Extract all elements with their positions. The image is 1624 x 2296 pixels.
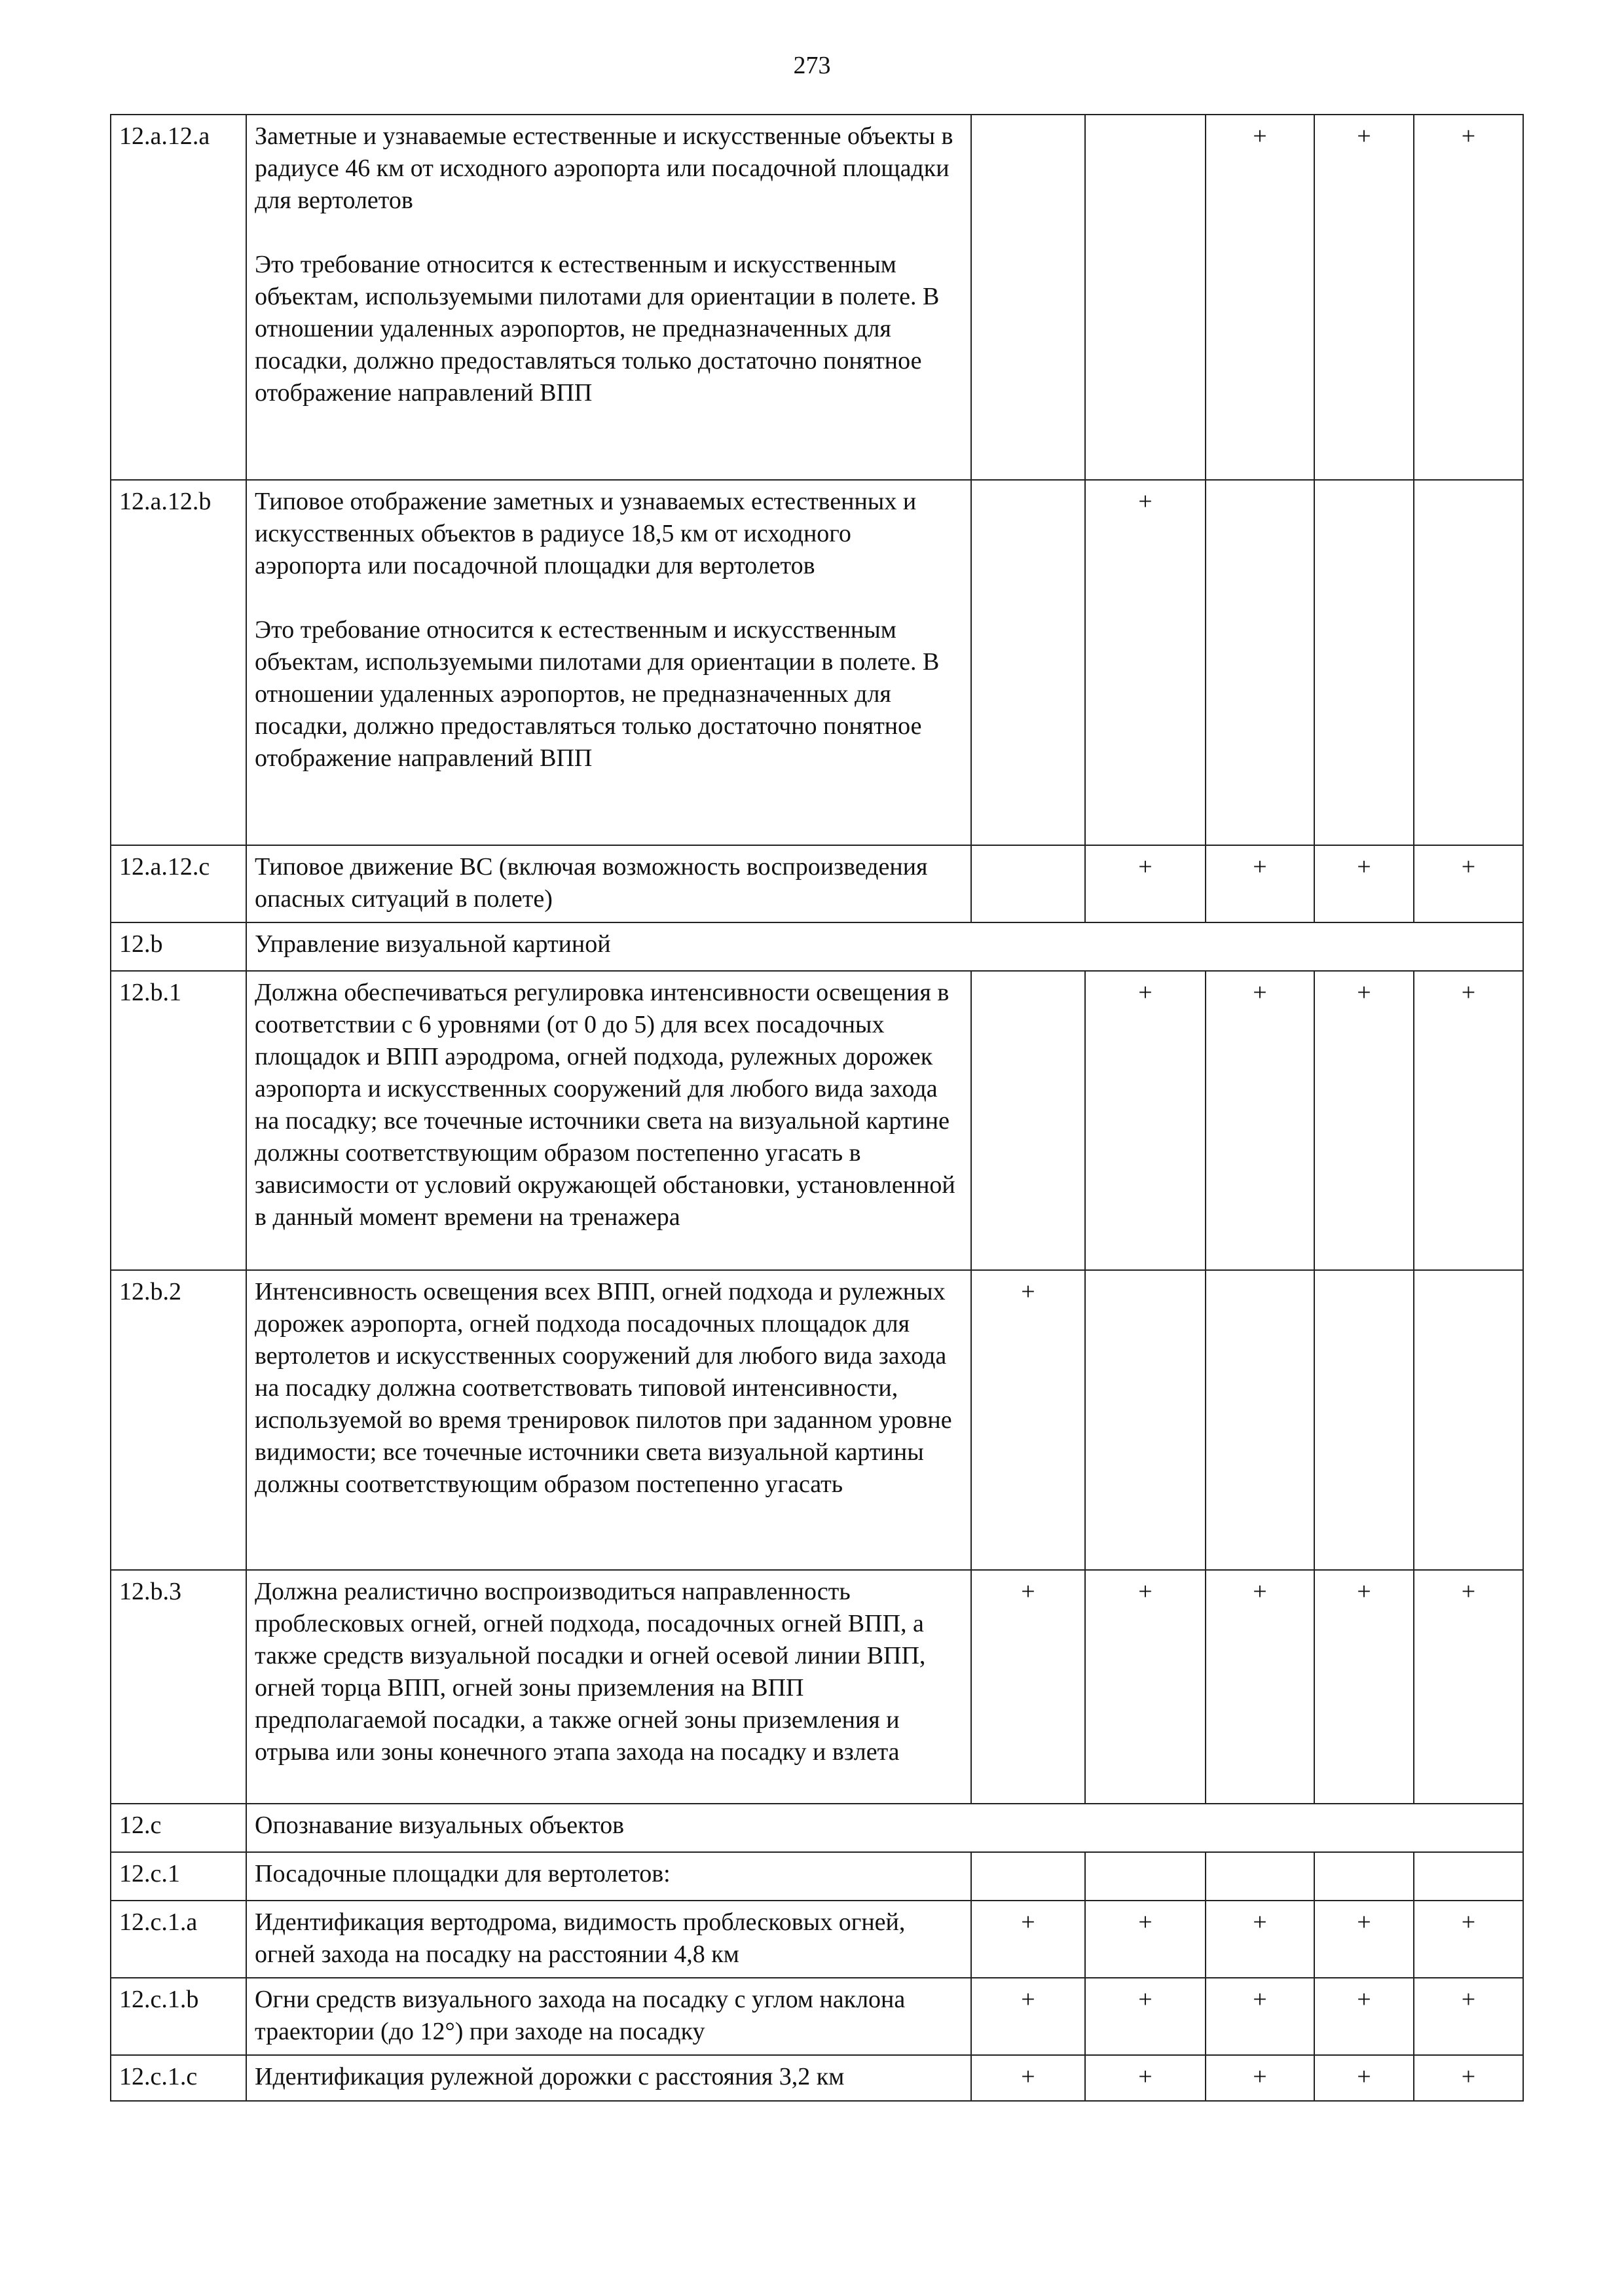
- level-2-mark: +: [1085, 1570, 1206, 1804]
- level-5-mark: +: [1414, 2055, 1523, 2101]
- level-3-mark: +: [1206, 1901, 1314, 1978]
- row-description: [246, 1852, 971, 1901]
- level-1-mark: +: [971, 1901, 1085, 1978]
- table-row: [111, 1570, 1523, 1804]
- level-4-mark: +: [1314, 845, 1414, 922]
- description-paragraph: Посадочные площадки для вертолетов:: [255, 1860, 671, 1887]
- row-code: 12.b.3: [111, 1570, 246, 1804]
- level-3-mark: [1206, 480, 1314, 845]
- description-paragraph: Опознавание визуальных объектов: [255, 1812, 625, 1839]
- level-5-mark: +: [1414, 115, 1523, 480]
- table-row: [111, 1978, 1523, 2055]
- row-code: 12.c.1.c: [111, 2055, 246, 2101]
- description-paragraph: Это требование относится к естественным и искусственным объектам, используемыми пилотами для ориентации в полете. В отношении удаленных аэропортов, не предназначенных для посадки, должно предоставляться только достаточно понятное отображение направлений ВПП: [255, 251, 940, 407]
- table-row: [111, 971, 1523, 1270]
- row-code: 12.c.1: [111, 1852, 246, 1901]
- requirements-table: [110, 114, 1524, 2102]
- table-row: [111, 1270, 1523, 1570]
- level-2-mark: +: [1085, 480, 1206, 845]
- requirements-table-body: [111, 115, 1523, 2101]
- level-2-mark: +: [1085, 1901, 1206, 1978]
- level-1-mark: [971, 971, 1085, 1270]
- level-4-mark: +: [1314, 1901, 1414, 1978]
- row-description: [246, 1270, 971, 1570]
- row-description: [246, 1570, 971, 1804]
- row-description: [246, 845, 971, 922]
- description-paragraph: Типовое отображение заметных и узнаваемых естественных и искусственных объектов в радиусе 18,5 км от исходного аэропорта или посадочной площадки для вертолетов: [255, 488, 917, 579]
- level-5-mark: [1414, 480, 1523, 845]
- row-description: [246, 1978, 971, 2055]
- table-row: [111, 480, 1523, 845]
- description-paragraph: Огни средств визуального захода на посадку с углом наклона траектории (до 12°) при заходе на посадку: [255, 1986, 906, 2045]
- level-5-mark: +: [1414, 845, 1523, 922]
- level-4-mark: +: [1314, 971, 1414, 1270]
- level-5-mark: +: [1414, 971, 1523, 1270]
- level-2-mark: +: [1085, 1978, 1206, 2055]
- row-code: 12.a.12.a: [111, 115, 246, 480]
- level-1-mark: +: [971, 1270, 1085, 1570]
- table-row: [111, 2055, 1523, 2101]
- level-5-mark: +: [1414, 1901, 1523, 1978]
- description-paragraph: Типовое движение ВС (включая возможность воспроизведения опасных ситуаций в полете): [255, 853, 928, 913]
- level-4-mark: +: [1314, 1570, 1414, 1804]
- row-code: 12.c: [111, 1804, 246, 1852]
- table-row: [111, 845, 1523, 922]
- row-code: 12.a.12.b: [111, 480, 246, 845]
- level-5-mark: +: [1414, 1570, 1523, 1804]
- row-code: 12.c.1.a: [111, 1901, 246, 1978]
- table-row: [111, 922, 1523, 971]
- table-row: [111, 1852, 1523, 1901]
- section-heading: [246, 1804, 1523, 1852]
- level-4-mark: +: [1314, 2055, 1414, 2101]
- level-2-mark: +: [1085, 845, 1206, 922]
- row-code: 12.a.12.c: [111, 845, 246, 922]
- level-3-mark: +: [1206, 845, 1314, 922]
- row-code: 12.c.1.b: [111, 1978, 246, 2055]
- page-number: 273: [793, 52, 831, 79]
- level-2-mark: +: [1085, 2055, 1206, 2101]
- level-4-mark: [1314, 480, 1414, 845]
- level-3-mark: +: [1206, 971, 1314, 1270]
- description-paragraph: Заметные и узнаваемые естественные и искусственные объекты в радиусе 46 км от исходного аэропорта или посадочной площадки для вертолетов: [255, 122, 953, 214]
- level-2-mark: [1085, 1270, 1206, 1570]
- description-paragraph: Интенсивность освещения всех ВПП, огней подхода и рулежных дорожек аэропорта, огней подхода посадочных площадок для вертолетов и искусственных сооружений для любого вида захода на посадку должна соответствовать типовой интенсивности, используемой во время тренировок пилотов при заданном уровне видимости; все точечные источники света визуальной картины должны соответствующим образом постепенно угасать: [255, 1278, 952, 1498]
- level-4-mark: [1314, 1270, 1414, 1570]
- row-description: [246, 1901, 971, 1978]
- level-4-mark: +: [1314, 1978, 1414, 2055]
- description-paragraph: Управление визуальной картиной: [255, 930, 611, 958]
- level-3-mark: [1206, 1852, 1314, 1901]
- level-2-mark: +: [1085, 971, 1206, 1270]
- level-2-mark: [1085, 1852, 1206, 1901]
- level-3-mark: +: [1206, 2055, 1314, 2101]
- level-1-mark: +: [971, 1570, 1085, 1804]
- level-1-mark: [971, 845, 1085, 922]
- row-description: [246, 971, 971, 1270]
- description-paragraph: Идентификация вертодрома, видимость проблесковых огней, огней захода на посадку на расстоянии 4,8 км: [255, 1908, 906, 1968]
- row-code: 12.b.1: [111, 971, 246, 1270]
- level-1-mark: [971, 1852, 1085, 1901]
- description-paragraph: Это требование относится к естественным и искусственным объектам, используемыми пилотами для ориентации в полете. В отношении удаленных аэропортов, не предназначенных для посадки, должно предоставляться только достаточно понятное отображение направлений ВПП: [255, 616, 940, 772]
- level-3-mark: +: [1206, 115, 1314, 480]
- description-paragraph: Должна реалистично воспроизводиться направленность проблесковых огней, огней подхода, посадочных огней ВПП, а также средств визуальной посадки и огней осевой линии ВПП, огней торца ВПП, огней зоны приземления на ВПП предполагаемой посадки, а также огней зоны приземления и отрыва или зоны конечного этапа захода на посадку и взлета: [255, 1578, 926, 1766]
- description-paragraph: Идентификация рулежной дорожки с расстояния 3,2 км: [255, 2063, 845, 2090]
- description-paragraph: Должна обеспечиваться регулировка интенсивности освещения в соответствии с 6 уровнями (от 0 до 5) для всех посадочных площадок и ВПП аэродрома, огней подхода, рулежных дорожек аэропорта и искусственных сооружений для любого вида захода на посадку; все точечные источники света на визуальной картине должны соответствующим образом постепенно угасать в зависимости от условий окружающей обстановки, установленной в данный момент времени на тренажера: [255, 979, 955, 1231]
- row-code: 12.b.2: [111, 1270, 246, 1570]
- level-5-mark: +: [1414, 1978, 1523, 2055]
- row-description: [246, 480, 971, 845]
- level-5-mark: [1414, 1270, 1523, 1570]
- level-3-mark: +: [1206, 1978, 1314, 2055]
- level-5-mark: [1414, 1852, 1523, 1901]
- level-1-mark: [971, 480, 1085, 845]
- level-4-mark: +: [1314, 115, 1414, 480]
- row-code: 12.b: [111, 922, 246, 971]
- section-heading: [246, 922, 1523, 971]
- level-2-mark: [1085, 115, 1206, 480]
- row-description: [246, 2055, 971, 2101]
- row-description: [246, 115, 971, 480]
- level-1-mark: +: [971, 1978, 1085, 2055]
- level-1-mark: [971, 115, 1085, 480]
- table-row: [111, 1901, 1523, 1978]
- level-4-mark: [1314, 1852, 1414, 1901]
- level-3-mark: [1206, 1270, 1314, 1570]
- table-row: [111, 1804, 1523, 1852]
- level-1-mark: +: [971, 2055, 1085, 2101]
- level-3-mark: +: [1206, 1570, 1314, 1804]
- table-row: [111, 115, 1523, 480]
